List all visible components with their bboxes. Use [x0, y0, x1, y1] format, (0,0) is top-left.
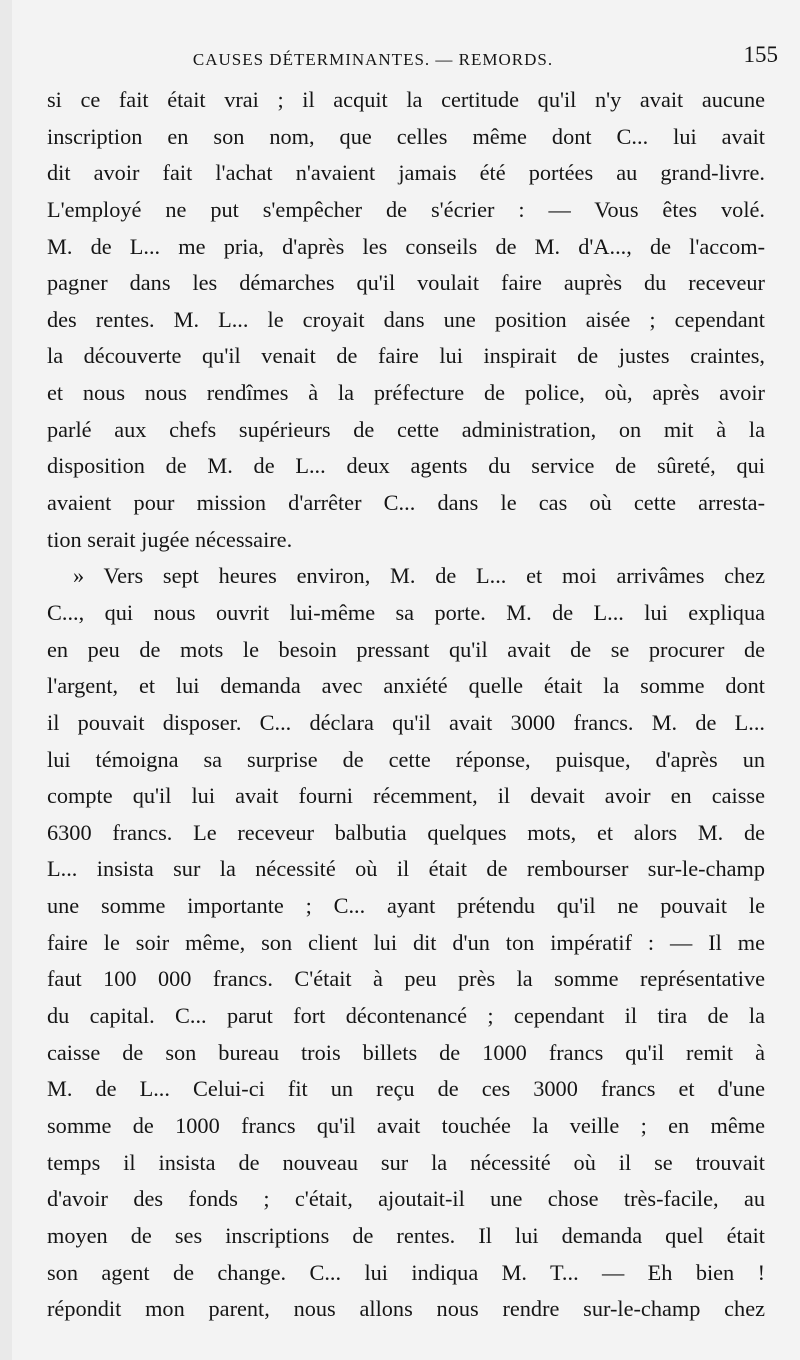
- text-line: répondit mon parent, nous allons nous rendre sur-le-champ chez: [47, 1296, 765, 1322]
- text-line: M. de L... Celui-ci fit un reçu de ces 3000 francs et d'une: [47, 1076, 765, 1102]
- text-line: inscription en son nom, que celles même dont C... lui avait: [47, 123, 765, 149]
- text-line: M. de L... me pria, d'après les conseils de M. d'A..., de l'accom-: [47, 233, 765, 259]
- text-line: dit avoir fait l'achat n'avaient jamais été portées au grand-livre.: [47, 160, 765, 186]
- text-line: une somme importante ; C... ayant prétendu qu'il ne pouvait le: [47, 893, 765, 919]
- text-line: d'avoir des fonds ; c'était, ajoutait-il une chose très-facile, au: [47, 1186, 765, 1212]
- text-line: son agent de change. C... lui indiqua M. T... — Eh bien !: [47, 1259, 765, 1285]
- paragraph-start-line: » Vers sept heures environ, M. de L... et moi arrivâmes chez: [73, 563, 765, 589]
- text-line: en peu de mots le besoin pressant qu'il avait de se procurer de: [47, 636, 765, 662]
- text-line: C..., qui nous ouvrit lui-même sa porte. M. de L... lui expliqua: [47, 599, 765, 625]
- page-header: [48, 42, 778, 76]
- text-line: et nous nous rendîmes à la préfecture de police, où, après avoir: [47, 380, 765, 406]
- text-line: 6300 francs. Le receveur balbutia quelques mots, et alors M. de: [47, 819, 765, 845]
- text-line: compte qu'il lui avait fourni récemment, il devait avoir en caisse: [47, 783, 765, 809]
- text-line: si ce fait était vrai ; il acquit la certitude qu'il n'y avait aucune: [47, 87, 765, 112]
- text-line: L'employé ne put s'empêcher de s'écrier : — Vous êtes volé.: [47, 196, 765, 222]
- running-head: CAUSES DÉTERMINANTES. — REMORDS.: [192, 50, 554, 69]
- text-line: pagner dans les démarches qu'il voulait faire auprès du receveur: [47, 270, 765, 296]
- text-line: lui témoigna sa surprise de cette réponse, puisque, d'après un: [47, 746, 765, 772]
- text-line: faut 100 000 francs. C'était à peu près la somme représentative: [47, 966, 765, 992]
- text-line: faire le soir même, son client lui dit d'un ton impératif : — Il me: [47, 929, 765, 955]
- text-line: avaient pour mission d'arrêter C... dans le cas où cette arresta-: [47, 490, 765, 516]
- text-line: moyen de ses inscriptions de rentes. Il lui demanda quel était: [47, 1222, 765, 1248]
- text-line: temps il insista de nouveau sur la nécessité où il se trouvait: [47, 1149, 765, 1175]
- text-line: du capital. C... parut fort décontenancé ; cependant il tira de la: [47, 1003, 765, 1029]
- book-page: [12, 0, 800, 1360]
- text-line: disposition de M. de L... deux agents du service de sûreté, qui: [47, 453, 765, 479]
- page-number: 155: [743, 42, 778, 67]
- text-line: somme de 1000 francs qu'il avait touchée la veille ; en même: [47, 1112, 765, 1138]
- text-line: des rentes. M. L... le croyait dans une position aisée ; cependant: [47, 306, 765, 332]
- text-line: l'argent, et lui demanda avec anxiété quelle était la somme dont: [47, 673, 765, 699]
- text-line: parlé aux chefs supérieurs de cette administration, on mit à la: [47, 416, 765, 442]
- paragraph-end-line: tion serait jugée nécessaire.: [47, 526, 293, 552]
- text-line: L... insista sur la nécessité où il était de rembourser sur-le-champ: [47, 856, 765, 882]
- text-line: la découverte qu'il venait de faire lui inspirait de justes craintes,: [47, 343, 765, 369]
- body-text: [47, 82, 765, 1328]
- text-line: il pouvait disposer. C... déclara qu'il avait 3000 francs. M. de L...: [47, 709, 765, 735]
- text-line: caisse de son bureau trois billets de 1000 francs qu'il remit à: [47, 1039, 765, 1065]
